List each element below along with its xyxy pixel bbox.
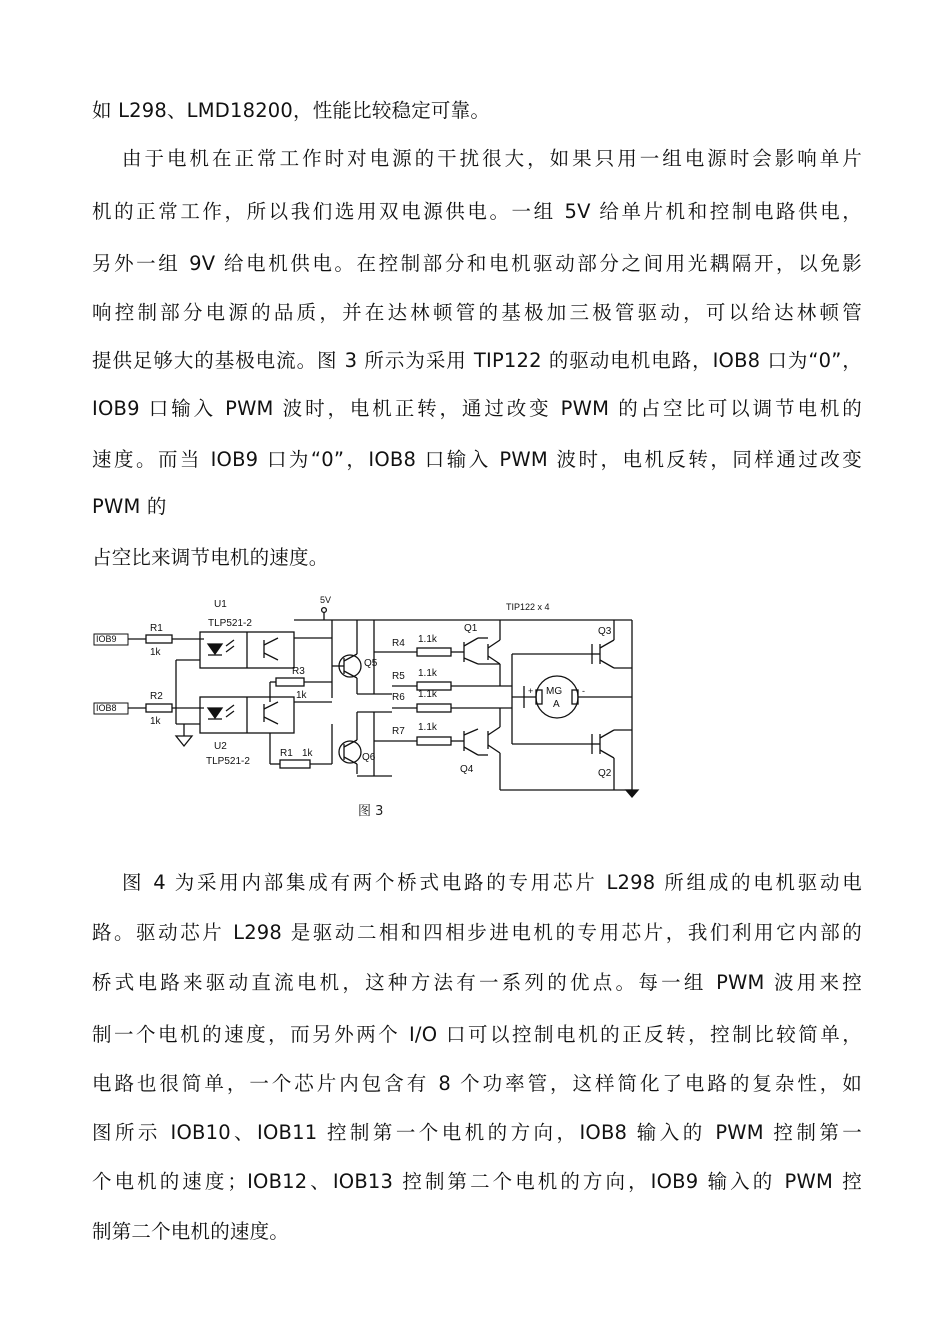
text-line: 速度。而当 IOB9 口为“0”，IOB8 口输入 PWM 波时，电机反转，同样通过改变 [92,448,862,471]
r7-value: 1.1k [418,722,437,733]
motor-minus: - [582,686,585,696]
tip122-label: TIP122 x 4 [506,602,550,612]
text-line: 另外一组 9V 给电机供电。在控制部分和电机驱动部分之间用光耦隔开，以免影 [92,252,862,275]
r6-value: 1.1k [418,689,437,700]
r2-label: R2 [150,691,163,702]
resistor-r3 [276,678,304,686]
text-line: 电路也很简单，一个芯片内包含有 8 个功率管，这样简化了电路的复杂性，如 [92,1072,862,1095]
text-line: 路。驱动芯片 L298 是驱动二相和四相步进电机的专用芯片，我们利用它内部的 [92,921,862,944]
q1-label: Q1 [464,623,478,634]
circuit-schematic [92,594,652,804]
r4-value: 1.1k [418,634,437,645]
resistor-r2 [146,704,172,712]
vcc-label: 5V [320,595,332,605]
r7-label: R7 [392,726,405,737]
r1-value: 1k [150,647,161,658]
q4-label: Q4 [460,764,474,775]
q5-label: Q5 [364,658,378,669]
q2-label: Q2 [598,768,612,779]
motor-sub-label: A [553,699,560,710]
u1-label: U1 [214,599,227,610]
resistor-r1 [146,635,172,643]
r2-value: 1k [150,716,161,727]
r1-lower-value: 1k [302,748,313,759]
r5-label: R5 [392,671,405,682]
text-line: 机的正常工作，所以我们选用双电源供电。一组 5V 给单片机和控制电路供电， [92,200,862,223]
r3-label: R3 [292,666,305,677]
text-line: 桥式电路来驱动直流电机，这种方法有一系列的优点。每一组 PWM 波用来控 [92,971,862,994]
text-line: 如 L298、LMD18200，性能比较稳定可靠。 [92,99,491,122]
r6-label: R6 [392,692,405,703]
text-line: PWM 的 [92,495,167,518]
text-line: 占空比来调节电机的速度。 [92,546,329,569]
text-line: 个电机的速度；IOB12、IOB13 控制第二个电机的方向，IOB9 输入的 PWM 控 [92,1170,862,1193]
resistor-r7 [417,737,451,745]
q3-label: Q3 [598,626,612,637]
u1-part-label: TLP521-2 [208,618,252,629]
resistor-r4 [417,648,451,656]
iob8-label: IOB8 [96,703,117,713]
iob9-label: IOB9 [96,634,117,644]
motor-plus: + [528,686,534,696]
text-line: 制一个电机的速度，而另外两个 I/O 口可以控制电机的正反转，控制比较简单， [92,1023,862,1046]
q6-label: Q6 [362,752,376,763]
text-line: IOB9 口输入 PWM 波时，电机正转，通过改变 PWM 的占空比可以调节电机的 [92,397,862,420]
ground-arrow [626,790,638,797]
text-line: 提供足够大的基极电流。图 3 所示为采用 TIP122 的驱动电机电路，IOB8 口为“0”， [92,349,862,372]
r5-value: 1.1k [418,668,437,679]
u2-part-label: TLP521-2 [206,756,250,767]
resistor-r6 [417,704,451,712]
text-line: 响控制部分电源的品质，并在达林顿管的基极加三极管驱动，可以给达林顿管 [92,301,862,324]
u2-label: U2 [214,741,227,752]
r3-value: 1k [296,690,307,701]
text-line: 由于电机在正常工作时对电源的干扰很大，如果只用一组电源时会影响单片 [122,147,862,170]
text-line: 图所示 IOB10、IOB11 控制第一个电机的方向，IOB8 输入的 PWM 控制第一 [92,1121,862,1144]
resistor-r1-lower [280,760,310,768]
r1-lower-label: R1 [280,748,293,759]
motor-label: MG [546,686,563,697]
r1-label: R1 [150,623,163,634]
text-line: 图 4 为采用内部集成有两个桥式电路的专用芯片 L298 所组成的电机驱动电 [122,871,862,894]
text-line: 制第二个电机的速度。 [92,1220,290,1243]
figure-caption: 图 3 [358,804,384,819]
ground-symbol [176,736,192,746]
r4-label: R4 [392,638,405,649]
circuit-diagram-figure [92,594,652,826]
